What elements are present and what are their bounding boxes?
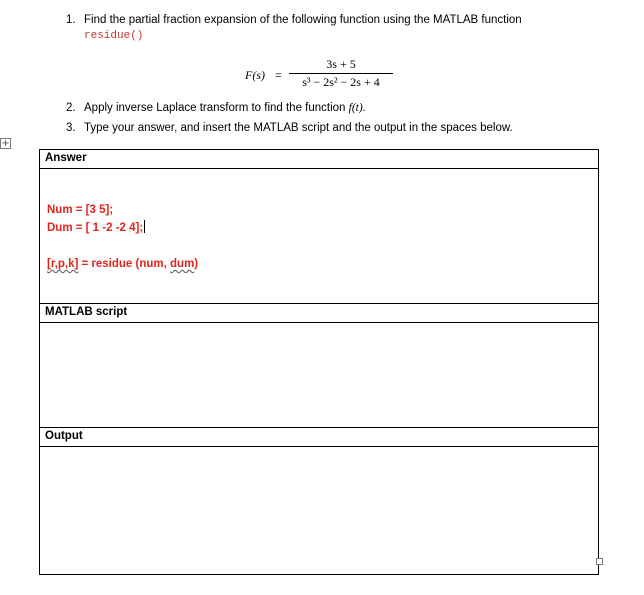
answer-dum-line — [47, 220, 145, 234]
question-1-number: 1. — [66, 14, 76, 26]
output-header-cell[interactable] — [40, 428, 599, 447]
question-1 — [66, 14, 522, 26]
transfer-function-equation — [245, 57, 405, 91]
question-2-function: f(t). — [348, 102, 366, 114]
residue-close-paren: ) — [194, 258, 199, 270]
residue-function-code: residue() — [84, 30, 144, 42]
answer-num-line: Num = [3 5]; — [47, 204, 114, 216]
residue-call-text: = residue (num, — [78, 258, 171, 270]
answer-header: Answer — [45, 152, 87, 164]
answer-residue-line — [47, 258, 198, 270]
question-1-text: Find the partial fraction expansion of the following function using the MATLAB function — [84, 14, 522, 26]
answer-table — [39, 149, 599, 575]
equation-equals: = — [275, 68, 282, 82]
fraction-bar — [289, 73, 393, 74]
script-header-cell[interactable] — [40, 304, 599, 323]
residue-arg-dum: dum — [170, 258, 195, 270]
question-3 — [66, 122, 513, 134]
answer-header-cell[interactable] — [40, 150, 599, 169]
question-2-text: Apply inverse Laplace transform to find the function — [84, 102, 346, 114]
question-3-text: Type your answer, and insert the MATLAB script and the output in the spaces below. — [84, 122, 513, 134]
output-header: Output — [45, 430, 83, 442]
question-2 — [66, 102, 366, 114]
text-cursor — [144, 220, 145, 233]
answer-body-cell[interactable] — [40, 169, 599, 304]
script-header: MATLAB script — [45, 306, 128, 318]
equation-fraction — [289, 57, 393, 90]
equation-numerator: 3s + 5 — [326, 57, 356, 71]
table-move-handle[interactable] — [0, 138, 11, 149]
residue-output-vars: [r,p,k] — [47, 258, 79, 270]
table-resize-handle[interactable] — [596, 558, 603, 565]
answer-dum-text: Dum = [ 1 -2 -2 4]; — [47, 222, 144, 234]
equation-denominator: s³ − 2s² − 2s + 4 — [302, 75, 380, 89]
question-2-number: 2. — [66, 102, 76, 114]
script-body-cell[interactable] — [40, 323, 599, 428]
question-3-number: 3. — [66, 122, 76, 134]
equation-lhs: F(s) — [245, 68, 265, 82]
output-body-cell[interactable] — [40, 447, 599, 575]
move-icon: + — [1, 138, 10, 149]
